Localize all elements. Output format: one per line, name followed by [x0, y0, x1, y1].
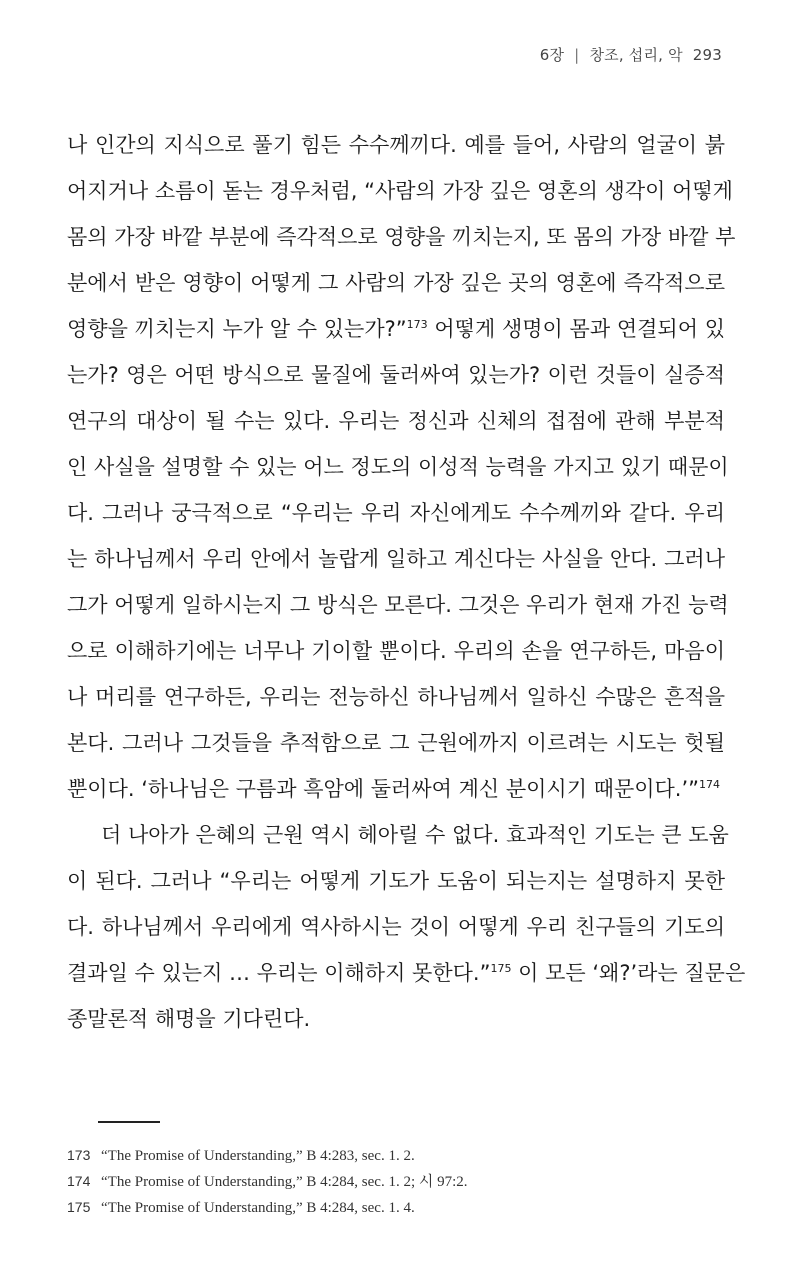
body-line — [67, 766, 725, 812]
footnote-text: “The Promise of Understanding,” B 4:283, sec. 1. 2. — [101, 1148, 415, 1164]
body-line: 이 된다. 그러나 “우리는 어떻게 기도가 도움이 되는지는 설명하지 못한 — [67, 869, 725, 893]
footnote-text: “The Promise of Understanding,” B 4:284, sec. 1. 4. — [101, 1200, 415, 1216]
body-line: 나 머리를 연구하든, 우리는 전능하신 하나님께서 일하신 수많은 흔적을 — [67, 685, 725, 709]
footnote-divider — [98, 1121, 160, 1123]
body-line: 다. 하나님께서 우리에게 역사하시는 것이 어떻게 우리 친구들의 기도의 — [67, 915, 725, 939]
body-line: 으로 이해하기에는 너무나 기이할 뿐이다. 우리의 손을 연구하든, 마음이 — [67, 639, 725, 663]
footnote-number: 173 — [67, 1147, 91, 1163]
footnote-item — [67, 1142, 757, 1168]
footnote-ref-175: 175 — [490, 962, 512, 975]
footnote-text: “The Promise of Understanding,” B 4:284, sec. 1. 2; 시 97:2. — [101, 1174, 468, 1190]
body-line: 는가? 영은 어떤 방식으로 물질에 둘러싸여 있는가? 이런 것들이 실증적 — [67, 363, 725, 387]
footnotes — [67, 1142, 757, 1220]
page-number: 293 — [692, 46, 722, 64]
body-text-segment: 이 모든 ‘왜?’라는 질문은 — [511, 961, 746, 985]
body-line — [67, 306, 725, 352]
body-line: 더 나아가 은혜의 근원 역시 헤아릴 수 없다. 효과적인 기도는 큰 도움 — [101, 823, 729, 847]
body-line: 몸의 가장 바깥 부분에 즉각적으로 영향을 끼치는지, 또 몸의 가장 바깥 부 — [67, 225, 736, 249]
body-line: 분에서 받은 영향이 어떻게 그 사람의 가장 깊은 곳의 영혼에 즉각적으로 — [67, 271, 725, 295]
chapter-title: 창조, 섭리, 악 — [589, 46, 683, 64]
footnote-ref-173: 173 — [406, 318, 428, 331]
footnote-number: 174 — [67, 1173, 91, 1189]
body-text — [67, 122, 746, 1042]
body-line: 나 인간의 지식으로 풀기 힘든 수수께끼다. 예를 들어, 사람의 얼굴이 붉 — [67, 133, 725, 157]
footnote-number: 175 — [67, 1199, 91, 1215]
body-text-segment: 영향을 끼치는지 누가 알 수 있는가?” — [67, 317, 407, 341]
body-text-segment: 어떻게 생명이 몸과 연결되어 있 — [427, 317, 725, 341]
footnote-item — [67, 1194, 757, 1220]
chapter-label: 6장 — [539, 46, 565, 64]
body-line: 종말론적 해명을 기다린다. — [67, 1007, 311, 1031]
body-text-segment: 뿐이다. ‘하나님은 구름과 흑암에 둘러싸여 계신 분이시기 때문이다.’” — [67, 777, 700, 801]
body-line: 연구의 대상이 될 수는 있다. 우리는 정신과 신체의 접점에 관해 부분적 — [67, 409, 725, 433]
body-line — [67, 950, 746, 996]
body-line: 그가 어떻게 일하시는지 그 방식은 모른다. 그것은 우리가 현재 가진 능력 — [67, 593, 729, 617]
header-separator: | — [574, 46, 580, 64]
body-text-segment: 결과일 수 있는지 … 우리는 이해하지 못한다.” — [67, 961, 491, 985]
body-line: 다. 그러나 궁극적으로 “우리는 우리 자신에게도 수수께끼와 같다. 우리 — [67, 501, 725, 525]
body-line: 본다. 그러나 그것들을 추적함으로 그 근원에까지 이르려는 시도는 헛될 — [67, 731, 725, 755]
body-line: 인 사실을 설명할 수 있는 어느 정도의 이성적 능력을 가지고 있기 때문이 — [67, 455, 729, 479]
body-line: 는 하나님께서 우리 안에서 놀랍게 일하고 계신다는 사실을 안다. 그러나 — [67, 547, 725, 571]
footnote-ref-174: 174 — [699, 778, 721, 791]
running-header — [540, 44, 722, 65]
body-line: 어지거나 소름이 돋는 경우처럼, “사람의 가장 깊은 영혼의 생각이 어떻게 — [67, 179, 733, 203]
footnote-item — [67, 1168, 757, 1194]
